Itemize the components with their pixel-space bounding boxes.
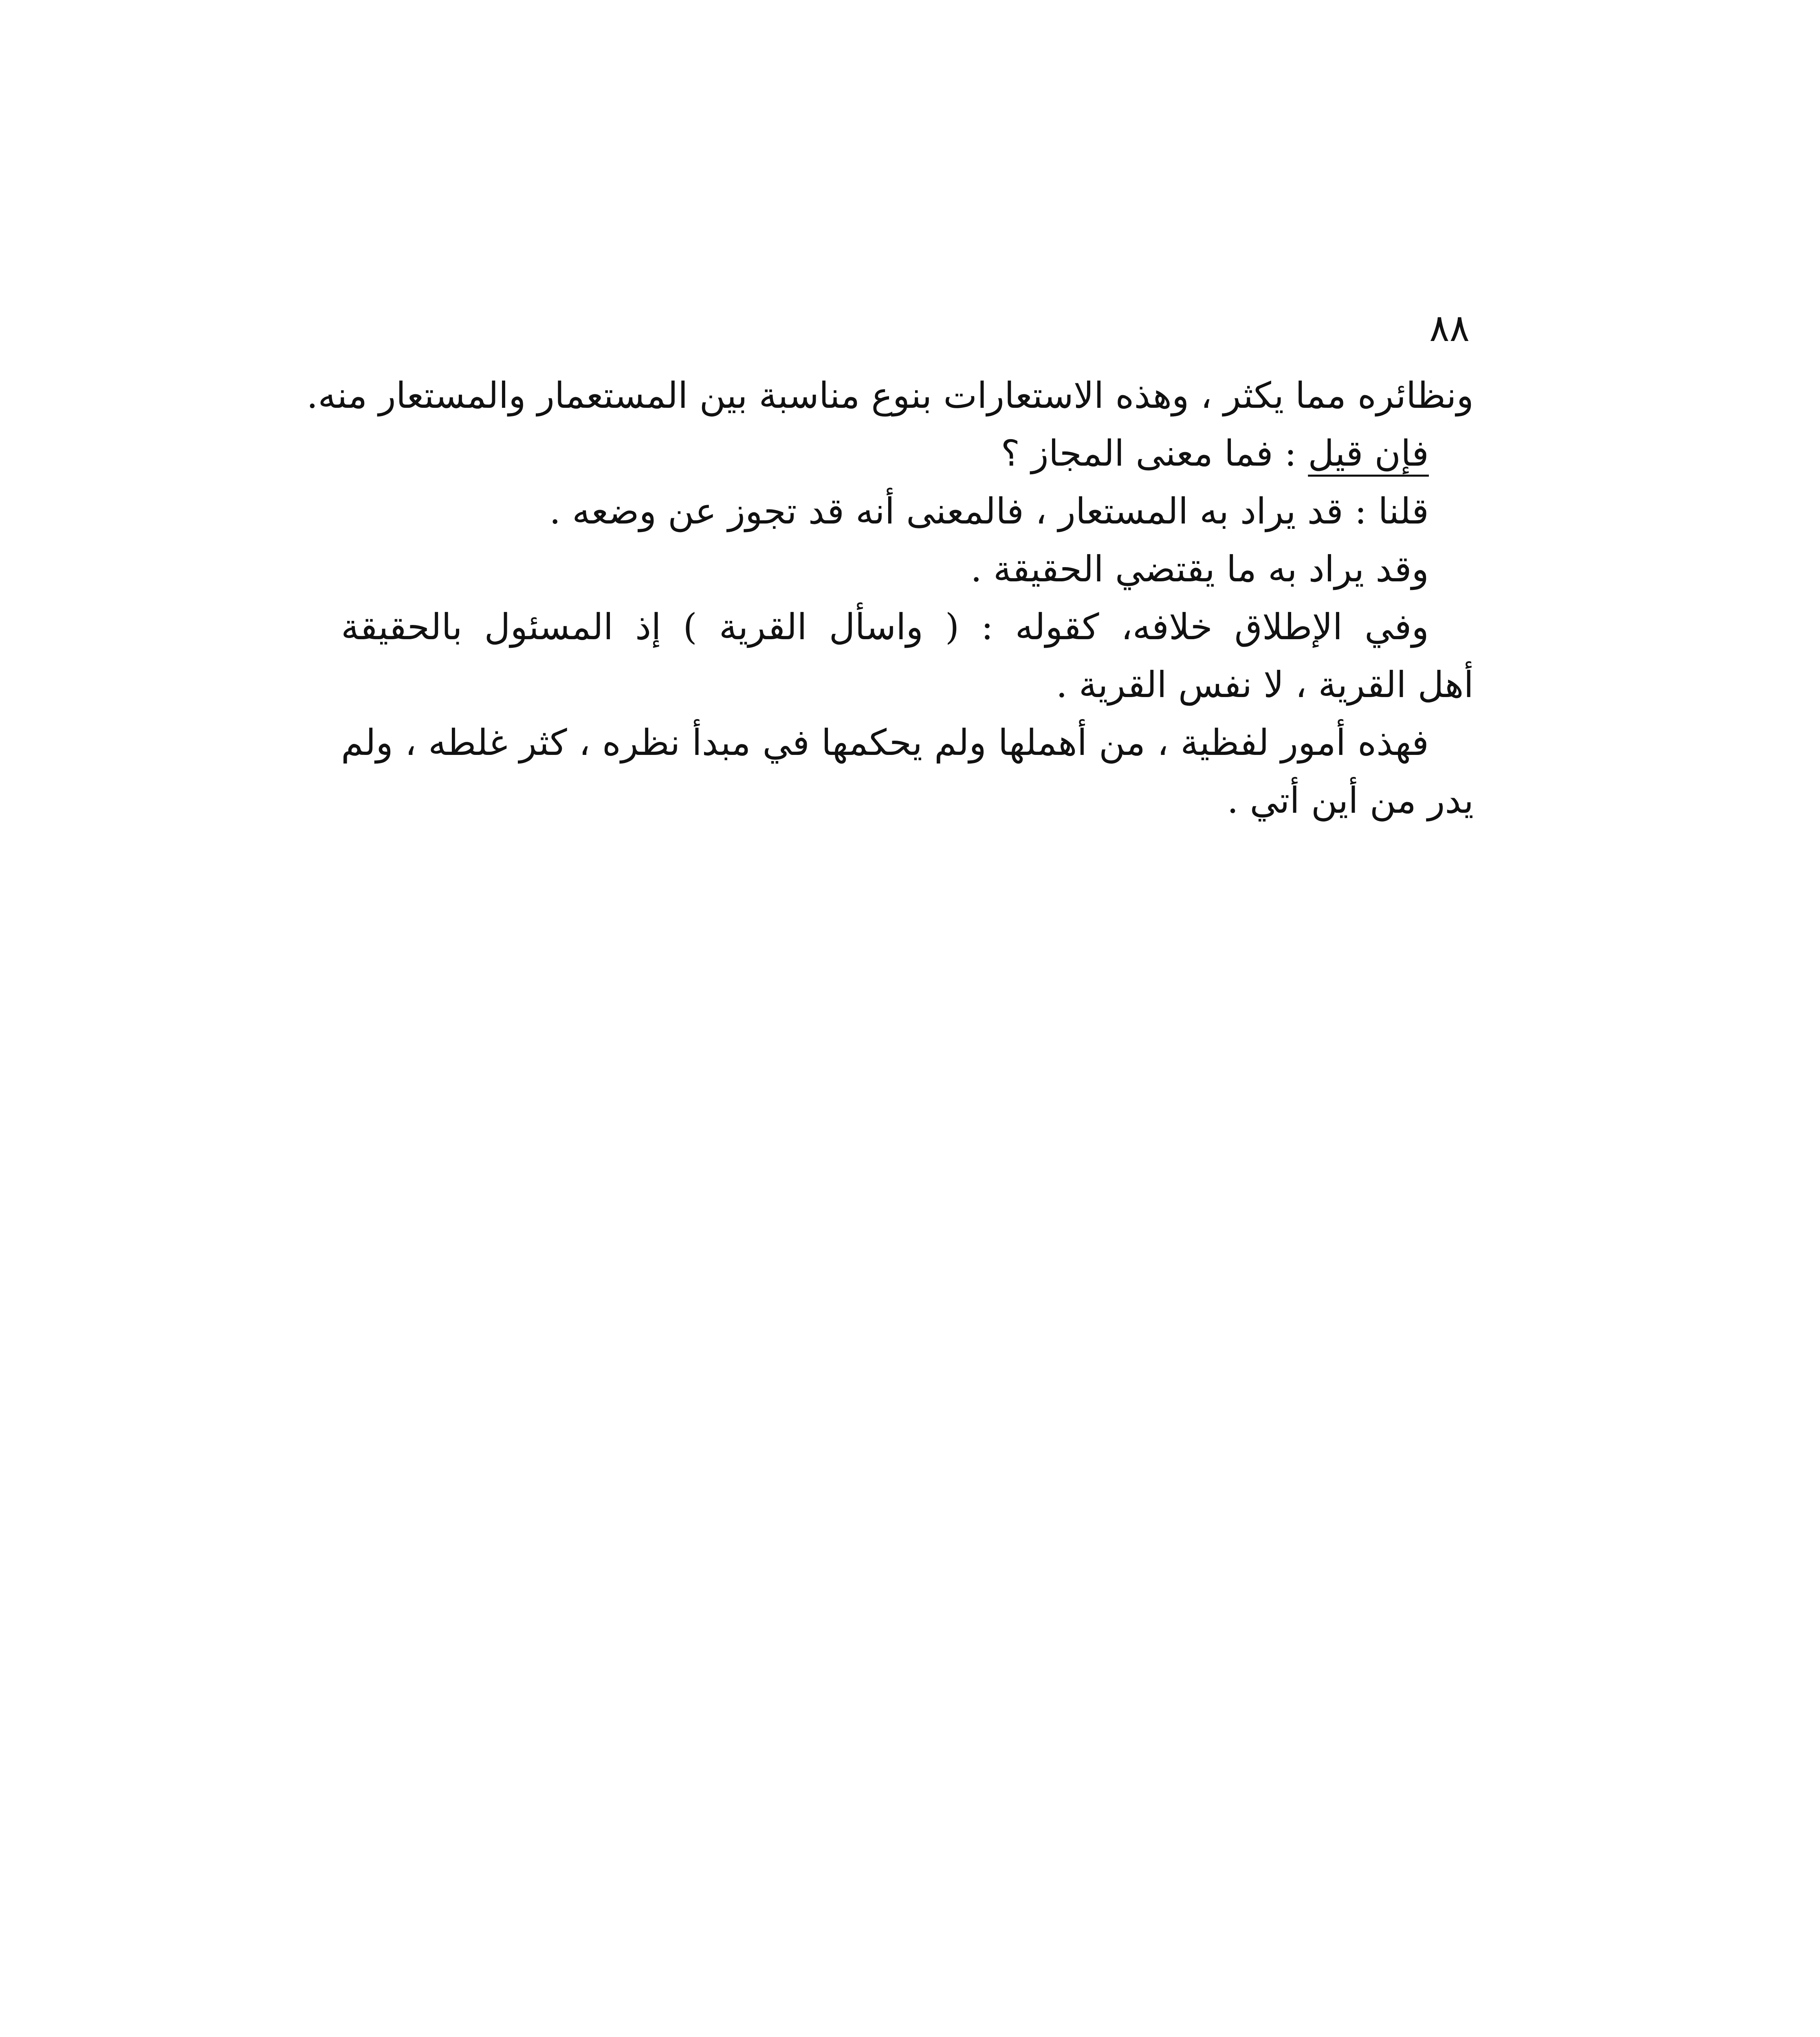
paragraph-line-6: أهل القرية ، لا نفس القرية . (1056, 664, 1474, 706)
paragraph-line-3: قلنا : قد يراد به المستعار ، فالمعنى أنه قد تجوز عن وضعه . (549, 490, 1429, 532)
paragraph-line-8: يدر من أين أتي . (1227, 779, 1474, 821)
body-text (306, 367, 1474, 829)
paragraph-line-5: وفي الإطلاق خلافه، كقوله : ( واسأل القرية ) إذ المسئول بالحقيقة (341, 606, 1429, 648)
paragraph-line-1: ونظائره مما يكثر ، وهذه الاستعارات بنوع مناسبة بين المستعمار والمستعار منه. (306, 374, 1474, 416)
page-number: ٨٨ (1429, 306, 1470, 350)
question-phrase: فإن قيل (1308, 432, 1429, 474)
paragraph-line-4: وقد يراد به ما يقتضي الحقيقة . (971, 548, 1429, 590)
question-rest: : فما معنى المجاز ؟ (1001, 432, 1308, 474)
paragraph-line-2 (341, 425, 1474, 482)
paragraph-line-7: فهذه أمور لفظية ، من أهملها ولم يحكمها في مبدأ نظره ، كثر غلطه ، ولم (341, 722, 1429, 763)
